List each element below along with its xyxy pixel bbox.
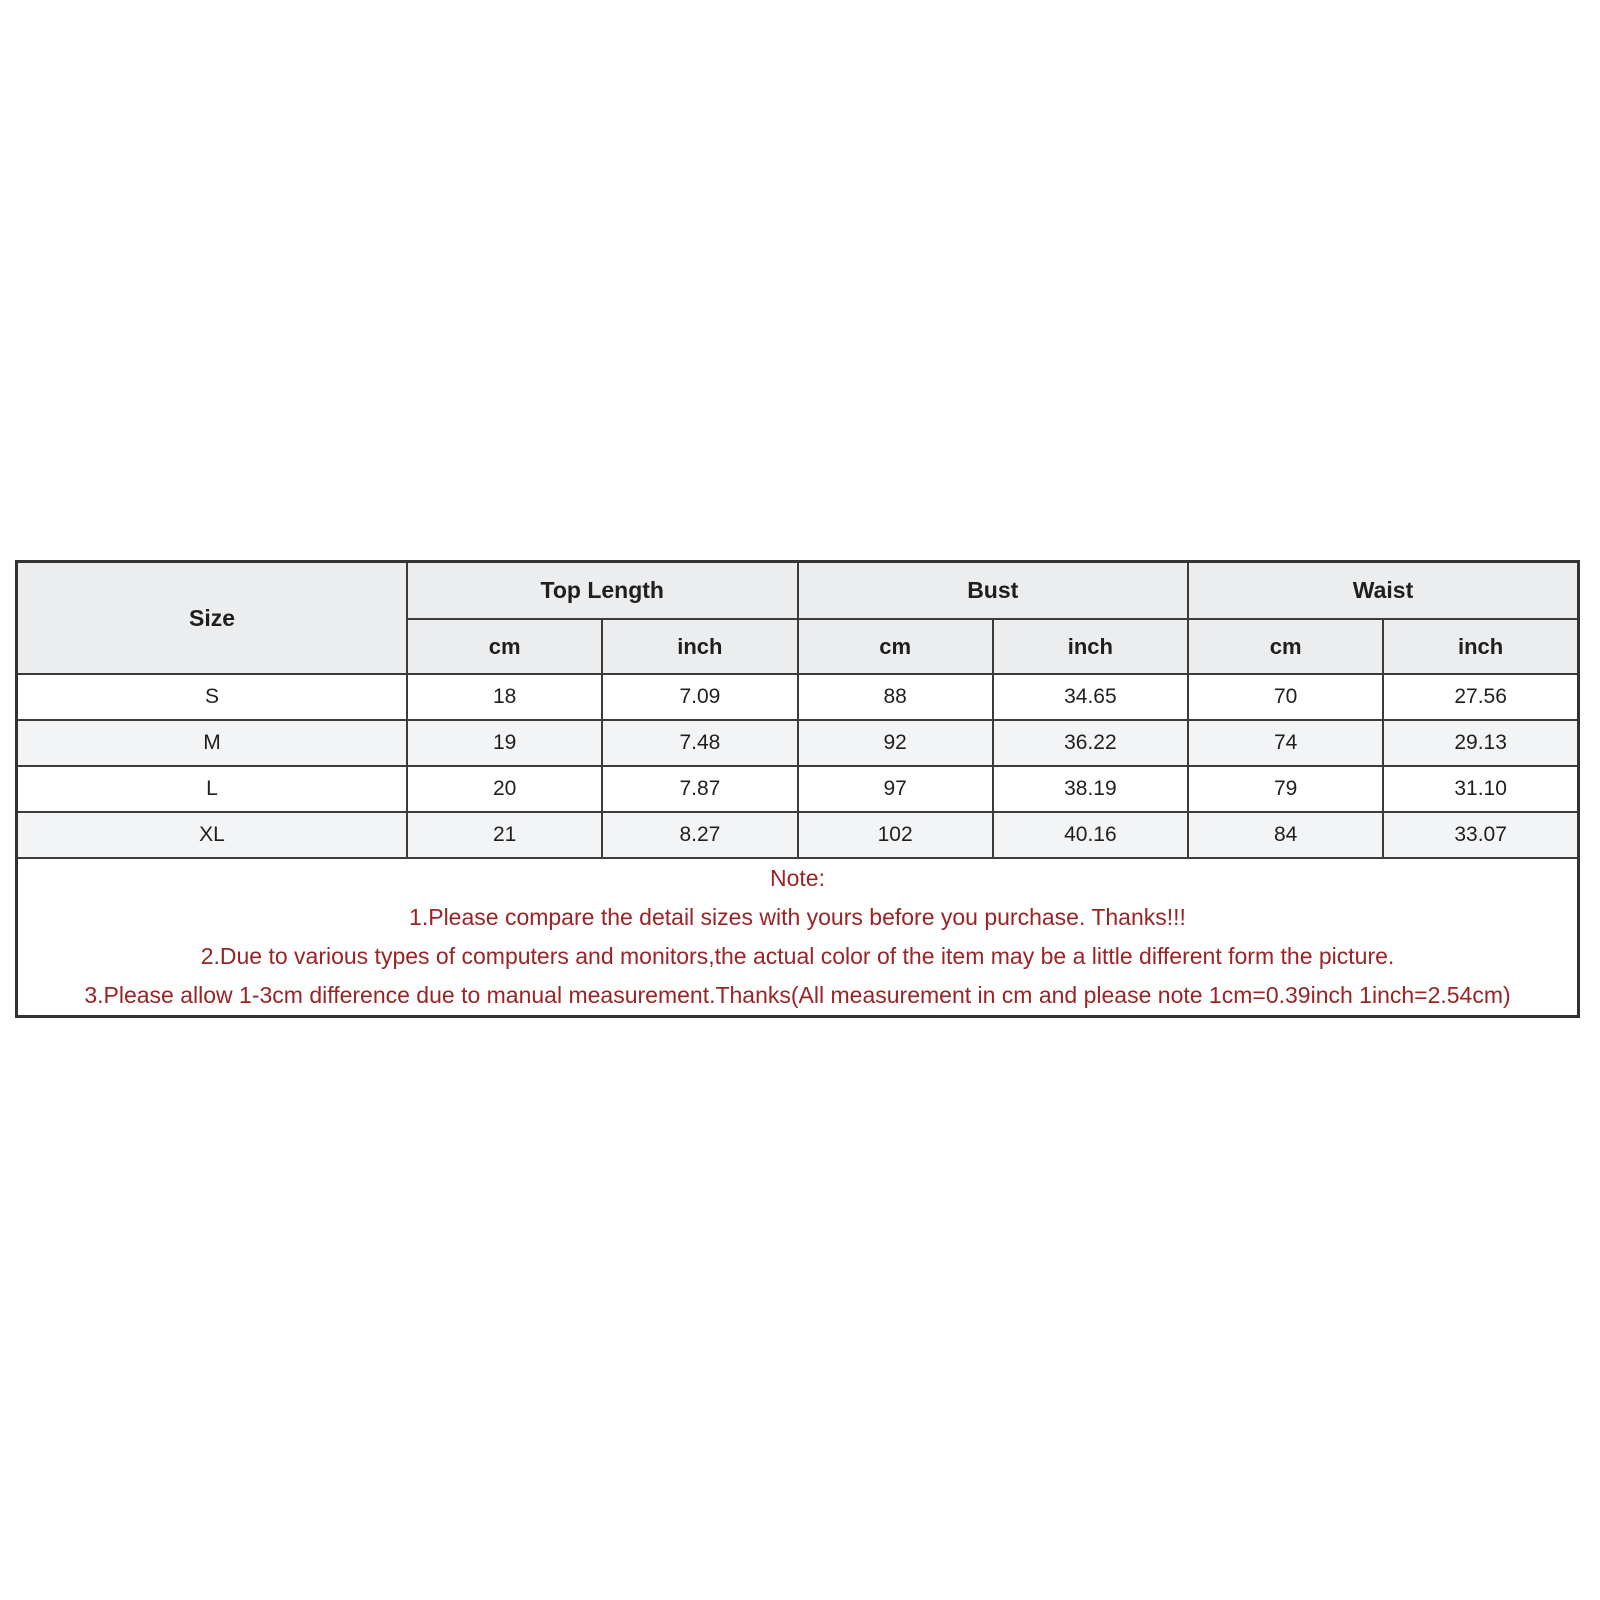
- value-cell: 74: [1188, 720, 1383, 766]
- note-section: [17, 858, 1579, 1017]
- column-header-bust: Bust: [798, 562, 1189, 620]
- value-cell: 21: [407, 812, 602, 858]
- value-cell: 19: [407, 720, 602, 766]
- unit-header-top-length-cm: cm: [407, 619, 602, 674]
- value-cell: 84: [1188, 812, 1383, 858]
- value-cell: 36.22: [993, 720, 1188, 766]
- value-cell: 7.87: [602, 766, 797, 812]
- note-row: [17, 858, 1579, 1017]
- column-header-size: Size: [17, 562, 408, 675]
- column-header-top-length: Top Length: [407, 562, 798, 620]
- value-cell: 92: [798, 720, 993, 766]
- table-row-size-s: [17, 674, 1579, 720]
- note-line-2: 2.Due to various types of computers and monitors,the actual color of the item may be a little different form the picture.: [200, 943, 1395, 969]
- value-cell: 20: [407, 766, 602, 812]
- value-cell: 8.27: [602, 812, 797, 858]
- value-cell: 34.65: [993, 674, 1188, 720]
- size-label: XL: [17, 812, 408, 858]
- note-title: Note:: [770, 865, 825, 891]
- size-label: S: [17, 674, 408, 720]
- unit-header-bust-inch: inch: [993, 619, 1188, 674]
- table-row-size-m: [17, 720, 1579, 766]
- value-cell: 40.16: [993, 812, 1188, 858]
- note-line-3: 3.Please allow 1-3cm difference due to manual measurement.Thanks(All measurement in cm and please note 1cm=0.39inch 1inch=2.54cm): [84, 982, 1511, 1008]
- unit-header-waist-cm: cm: [1188, 619, 1383, 674]
- table-row-size-l: [17, 766, 1579, 812]
- value-cell: 102: [798, 812, 993, 858]
- value-cell: 38.19: [993, 766, 1188, 812]
- value-cell: 7.09: [602, 674, 797, 720]
- value-cell: 18: [407, 674, 602, 720]
- group-header-row: [17, 562, 1579, 620]
- value-cell: 70: [1188, 674, 1383, 720]
- value-cell: 33.07: [1383, 812, 1578, 858]
- size-label: L: [17, 766, 408, 812]
- column-header-waist: Waist: [1188, 562, 1579, 620]
- value-cell: 7.48: [602, 720, 797, 766]
- value-cell: 29.13: [1383, 720, 1578, 766]
- value-cell: 79: [1188, 766, 1383, 812]
- size-chart-container: [15, 560, 1580, 1018]
- value-cell: 97: [798, 766, 993, 812]
- value-cell: 88: [798, 674, 993, 720]
- unit-header-top-length-inch: inch: [602, 619, 797, 674]
- unit-header-bust-cm: cm: [798, 619, 993, 674]
- size-label: M: [17, 720, 408, 766]
- unit-header-waist-inch: inch: [1383, 619, 1578, 674]
- table-row-size-xl: [17, 812, 1579, 858]
- value-cell: 31.10: [1383, 766, 1578, 812]
- size-chart-table: [15, 560, 1580, 1018]
- note-line-1: 1.Please compare the detail sizes with yours before you purchase. Thanks!!!: [409, 904, 1186, 930]
- value-cell: 27.56: [1383, 674, 1578, 720]
